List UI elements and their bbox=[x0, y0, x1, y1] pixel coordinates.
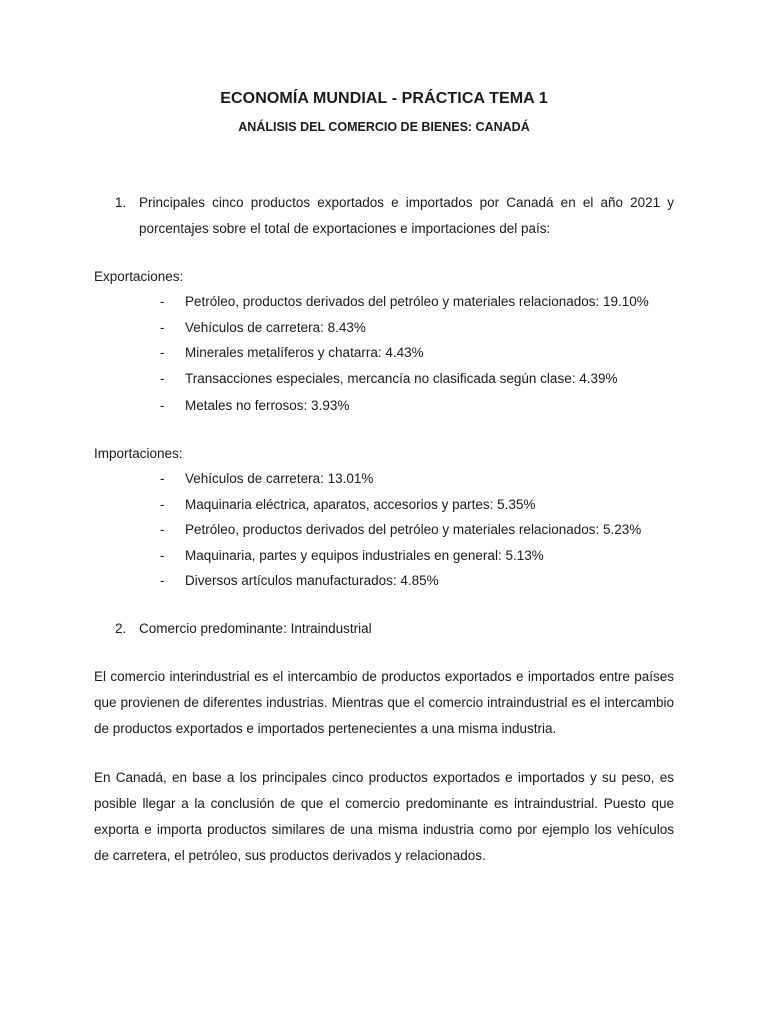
list-item bbox=[94, 568, 674, 594]
list-item-text: Maquinaria, partes y equipos industriales en general: 5.13% bbox=[185, 547, 544, 563]
list-item bbox=[94, 289, 674, 315]
list-item bbox=[94, 543, 674, 569]
list-item-text: Vehículos de carretera: 8.43% bbox=[185, 319, 366, 335]
paragraph-2: En Canadá, en base a los principales cinco productos exportados e importados y su peso, es posible llegar a la conclusión de que el comercio predominante es intraindustrial. Puesto que exporta e importa productos similares de una misma industria como por ejemplo los vehículos de carretera, el petróleo, sus productos derivados y relacionados. bbox=[94, 770, 674, 863]
list-item bbox=[94, 492, 674, 518]
list-item bbox=[94, 517, 674, 543]
document-subtitle: ANÁLISIS DEL COMERCIO DE BIENES: CANADÁ bbox=[238, 120, 530, 134]
document-title: ECONOMÍA MUNDIAL - PRÁCTICA TEMA 1 bbox=[220, 90, 548, 107]
question-1-text: Principales cinco productos exportados e importados por Canadá en el año 2021 y porcentajes sobre el total de exportaciones e importaciones del país: bbox=[139, 195, 674, 236]
dash-bullet: - bbox=[160, 547, 165, 563]
list-item-text: Maquinaria eléctrica, aparatos, accesorios y partes: 5.35% bbox=[185, 496, 536, 512]
list-item bbox=[94, 393, 674, 419]
paragraph-1: El comercio interindustrial es el intercambio de productos exportados e importados entre países que provienen de diferentes industrias. Mientras que el comercio intraindustrial es el intercambio de productos exportados e importados pertenecientes a una misma industria. bbox=[94, 669, 674, 736]
dash-bullet: - bbox=[160, 370, 165, 386]
dash-bullet: - bbox=[160, 522, 165, 537]
list-item-text: Petróleo, productos derivados del petróleo y materiales relacionados: 19.10% bbox=[185, 294, 649, 309]
list-item-text: Diversos artículos manufacturados: 4.85% bbox=[185, 573, 439, 588]
dash-bullet: - bbox=[160, 319, 165, 335]
exports-list bbox=[94, 289, 674, 419]
question-1 bbox=[94, 190, 674, 242]
list-item-text: Metales no ferrosos: 3.93% bbox=[185, 398, 350, 413]
list-item-text: Minerales metalíferos y chatarra: 4.43% bbox=[185, 345, 424, 360]
list-item-text: Transacciones especiales, mercancía no clasificada según clase: 4.39% bbox=[185, 370, 618, 386]
dash-bullet: - bbox=[160, 471, 165, 486]
dash-bullet: - bbox=[160, 345, 165, 360]
question-2-number: 2. bbox=[115, 621, 127, 636]
list-item bbox=[94, 466, 674, 492]
question-2-text: Comercio predominante: Intraindustrial bbox=[139, 621, 372, 636]
list-item bbox=[94, 366, 674, 392]
list-item bbox=[94, 340, 674, 366]
question-1-number: 1. bbox=[115, 195, 127, 210]
list-item-text: Vehículos de carretera: 13.01% bbox=[185, 471, 374, 486]
list-item bbox=[94, 315, 674, 341]
exports-label: Exportaciones: bbox=[94, 269, 184, 284]
dash-bullet: - bbox=[160, 573, 165, 588]
dash-bullet: - bbox=[160, 398, 165, 413]
imports-label: Importaciones: bbox=[94, 446, 183, 461]
question-2 bbox=[94, 616, 674, 642]
list-item-text: Petróleo, productos derivados del petróleo y materiales relacionados: 5.23% bbox=[185, 522, 642, 537]
dash-bullet: - bbox=[160, 496, 165, 512]
imports-list bbox=[94, 466, 674, 594]
dash-bullet: - bbox=[160, 294, 165, 309]
